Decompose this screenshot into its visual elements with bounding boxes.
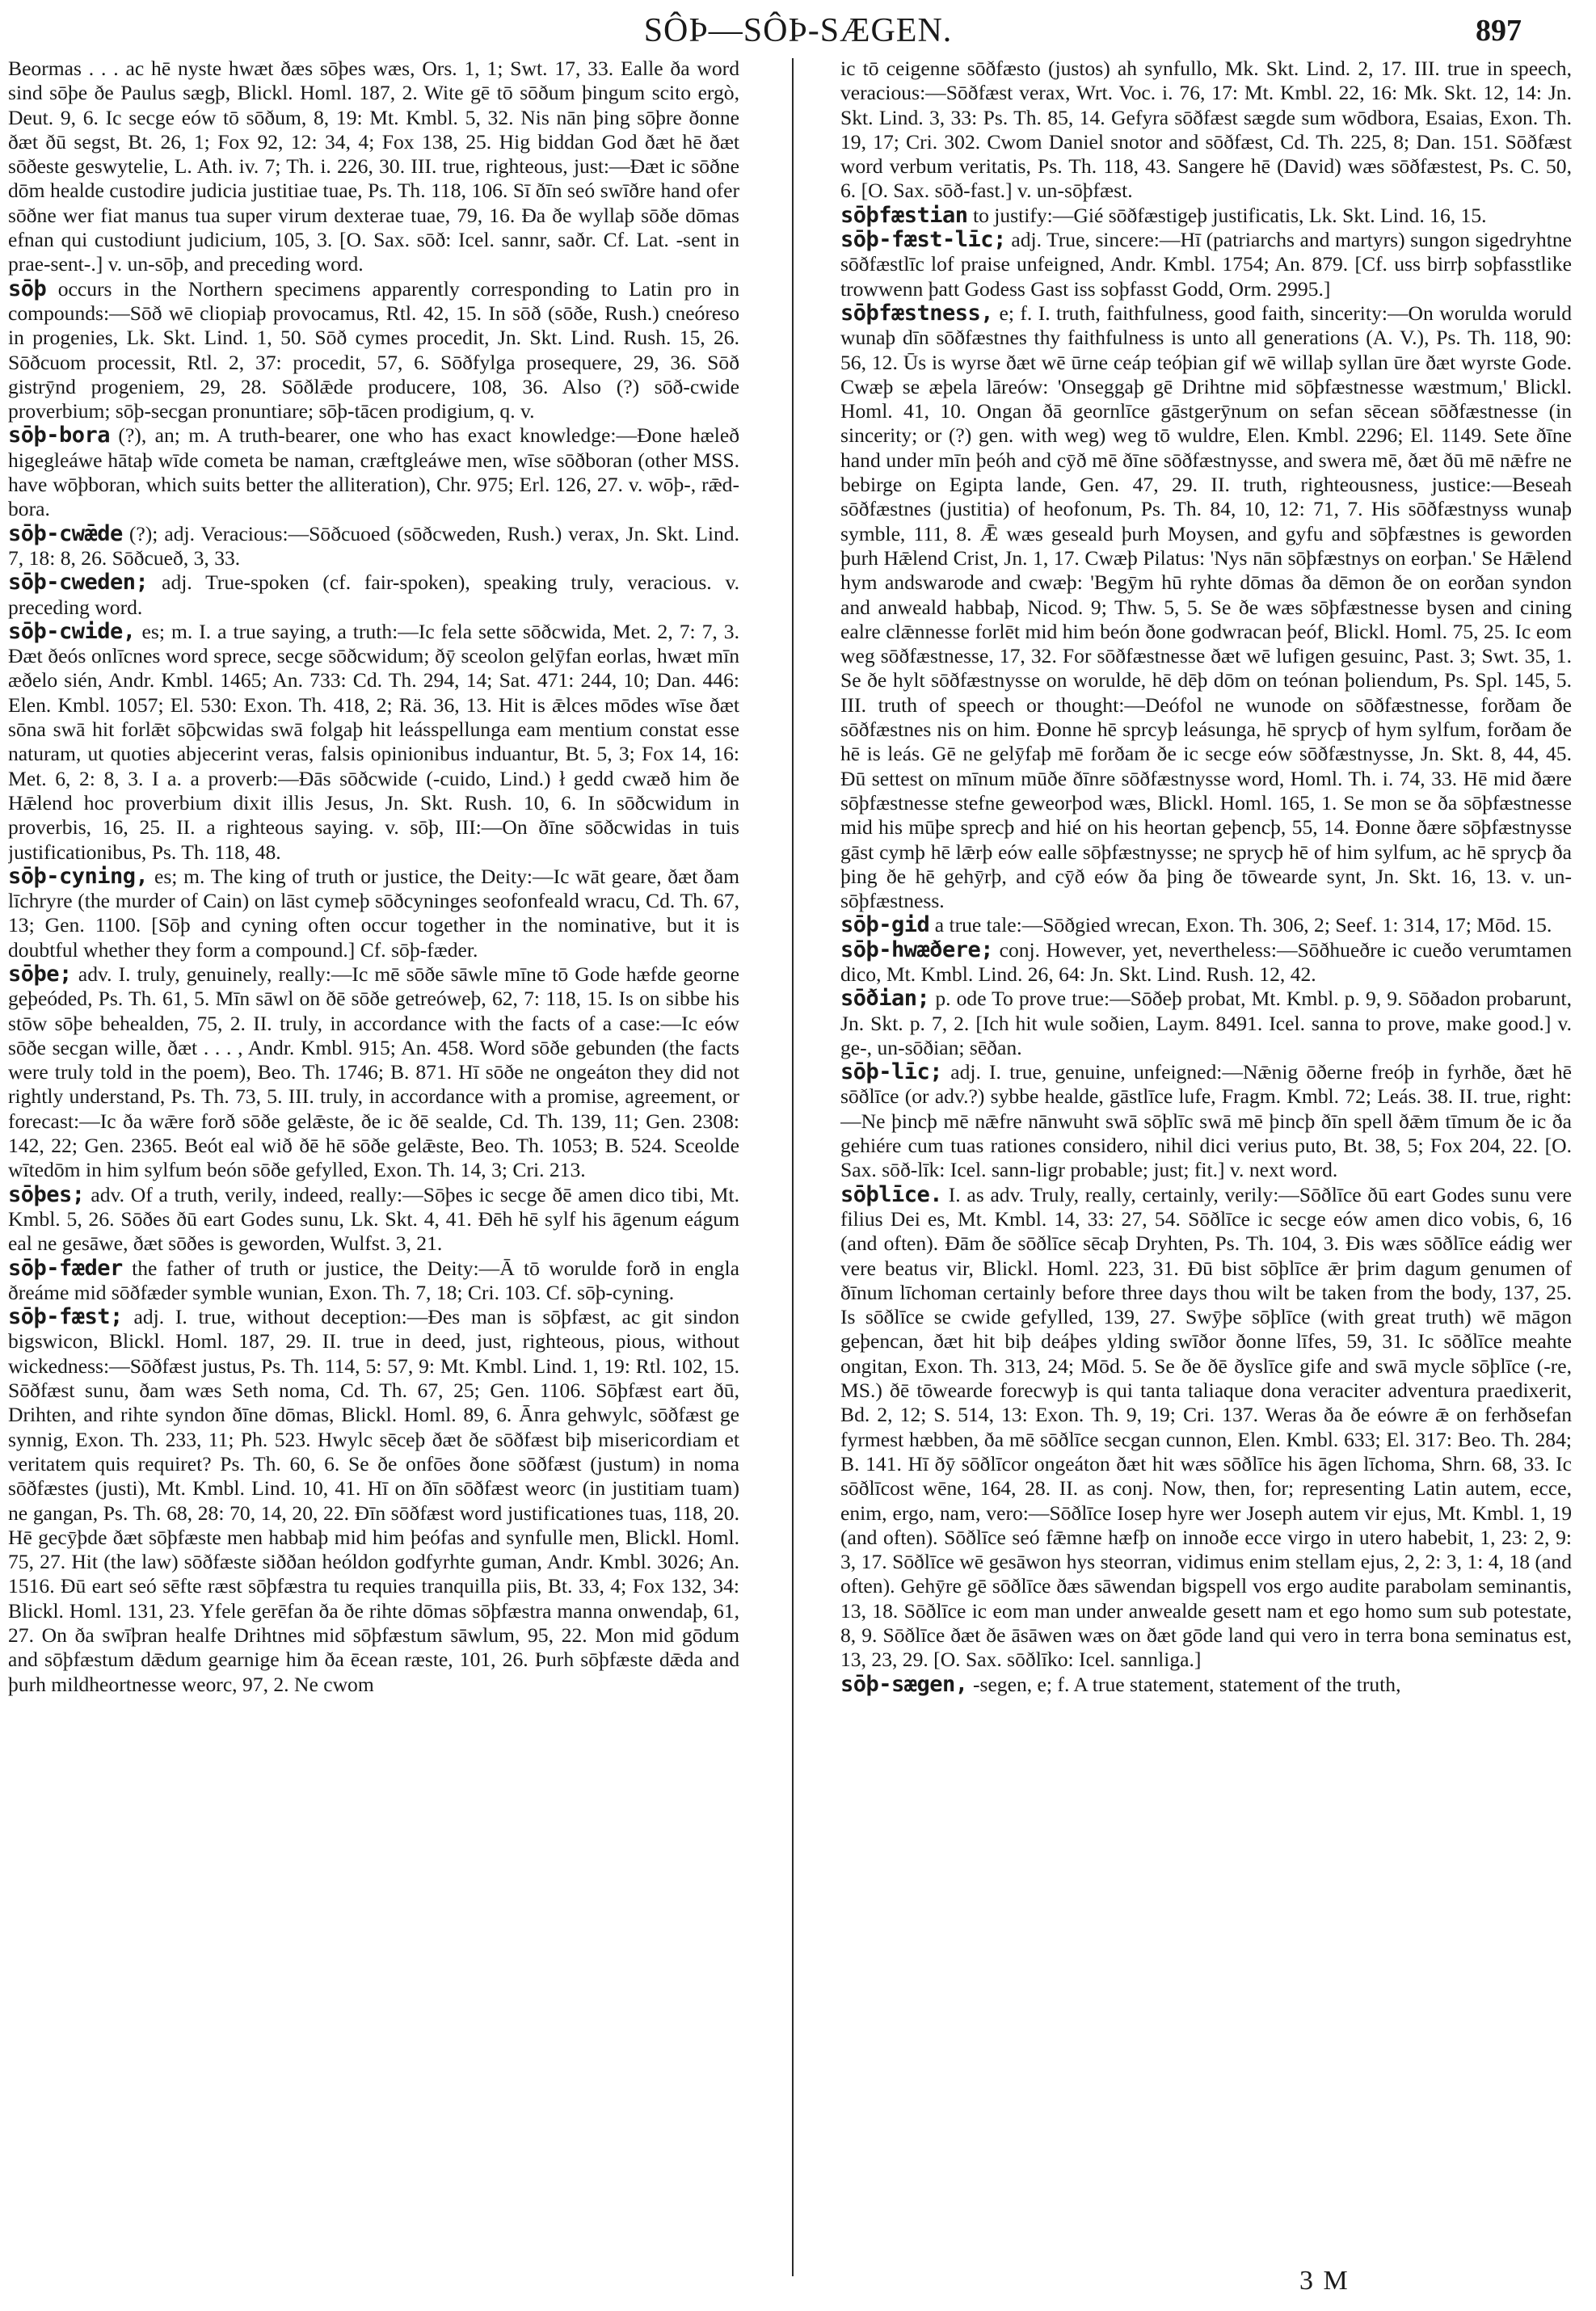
headword: sōþ-hwæðere; [840,937,994,962]
headword: sōþe; [8,961,72,987]
entry [840,1060,1572,1182]
right-column [840,57,1572,2254]
entry [8,1305,739,1697]
entry-text: es; m. I. a true saying, a truth:—Ic fela sette sōðcwida, Met. 2, 7: 7, 3. Ðæt ðeós onlīcnes word sprece, secge sōðcwidum; ðȳ sceolon gelȳfan eorlas, hwæt mīn æðelo sién, Andr. Kmbl. 1465; An. 733: Cd. Th. 294, 14; Sat. 471: 244, 10; Dan. 446: Elen. Kmbl. 1057; El. 530: Exon. Th. 418, 2; Rä. 36, 13. Hit is ǣlces mōdes wīse ðæt sōna swā hit forlǣt sōþcwidas swā folgaþ hit leásspellunga eam mentium constat esse naturam, ut quoties abjecerint veras, falsis opinionibus induantur, Bt. 5, 3; Fox 14, 16: Met. 6, 2: 8, 3. I a. a proverb:—Ðās sōðcwide (-cuido, Lind.) ł gedd cwæð him ðe Hǣlend hoc proverbium dixit illis Jesus, Jn. Skt. Rush. 10, 6. In sōðcwidum in proverbis, 16, 25. II. a righteous saying. v. sōþ, III:—On ðīne sōðcwidas in tuis justificationibus, Ps. Th. 118, 48. [8,619,739,864]
entry-text: e; f. I. truth, faithfulness, good faith, sincerity:—On worulda woruld wunaþ dīn sōðfæstnes thy faithfulness is unto all generations (A. V.), Ps. Th. 118, 90: 56, 12. Ūs is wyrse ðæt wē ūrne ceáp teóþian gif wē willaþ syllan ūre ðæt wyrste Gode. Cwæþ se æþela lāreów: 'Onseggaþ gē Drihtne mid sōþfæstnesse wæstmum,' Blickl. Homl. 41, 10. Ongan ðā geornlīce gāstgerȳnum on sefan sēcean sōðfæstnesse (in sincerity; or (?) gen. with weg) weg tō wuldre, Elen. Kmbl. 2296; El. 1149. Sete ðīne hand under mīn þeóh and cȳð mē ðīne sōðfæstnysse, and swera mē, ðæt ðū mē nǣfre ne bebirge on Egipta lande, Gen. 47, 29. II. truth, righteousness, justice:—Beseah sōðfæstnes (justitia) of heofonum, Ps. Th. 84, 10, 12: 71, 7. His sōðfæstnyss wunaþ symble, 111, 8. Ǣ wæs geseald þurh Moysen, and gyfu and sōþfæstnes is geworden þurh Hǣlend Crist, Jn. 1, 17. Cwæþ Pilatus: 'Nys nān sōþfæstnys on eorþan.' Se Hǣlend hym andswarode and cwæþ: 'Begȳm hū ryhte dōmas ða dēmon ðe on eorðan syndon and anweald habbaþ, Nicod. 9; Thw. 5, 5. Se ðe wæs sōþfæstnesse bysen and cining ealre clǣnnesse forlēt mid him beón ðone godwracan þeóf, Blickl. Homl. 75, 25. Ic eom weg sōðfæstnesse, 17, 32. For sōðfæstnesse ðæt wē lufigen gesuinc, Past. 3; Swt. 35, 1. Se ðe hylt sōðfæstnysse on woruldе, hē dēþ dōm on teónan þoliendum, Ps. Spl. 145, 5. III. truth of speech or thought:—Deófol ne wunode on sōðfæstnesse, forðam ðe sōðfæstnes nis on him. Ðonne hē sprcyþ leásunga, hē spryсþ of hym sylfum, forðam ðe hē is leás. Gē ne gelȳfaþ mē forðam ðe ic secge eów sōðfæstnysse, Jn. Skt. 8, 44, 45. Ðū settest on mīnum mūðe ðīnre sōðfæstnysse word, Homl. Th. i. 74, 33. Hē mid ðære sōþfæstnesse stefne geweorþod wæs, Blickl. Homl. 165, 1. Se mon se ða sōþfæstnesse mid his mūþe sprecþ and hié on his heortan geþencþ, 55, 14. Ðonne ðære sōþfæstnysse gāst cymþ hē lǣrþ eów ealle sōþfæstnysse; ne sprycþ hē of him sylfum, ac hē sprycþ ða þing ðe hē gehȳrþ, and cȳð eów ða þing ðe tōwearde synt, Jn. Skt. 16, 13. v. un-sōþfæstness. [840,301,1572,913]
entry [840,1183,1572,1673]
entry [8,423,739,521]
headword: sōþ-fæst-līc; [840,227,1006,253]
headword: sōþ [8,276,47,301]
entry [840,1673,1572,1697]
entry-text: I. as adv. Truly, really, certainly, verily:—Sōðlīce ðū eart Godes sunu vere filius Dei es, Mt. Kmbl. 14, 33: 27, 54. Sōðlīce ic secge eów amen dico vobis, 6, 16 (and often). Ðām ðe sōðlīce sēcaþ Dryhten, Ps. Th. 104, 3. Ðis wæs sōðlīce eádig wer vere beatus vir, Blickl. Homl. 223, 31. Ðū bist sōþlīce ǣr þrim dagum genumen of ðīnum līchoman certainly before three days thou wilt be taken from the body, 137, 25. Is sōðlīce se cwide gefylled, 139, 27. Swȳþe sōþlīce (with great truth) wē māgon geþencan, ðæt hit biþ deáþes ylding swīðor ðonne līfes, 59, 31. Ic sōðlīce meahte ongitan, Exon. Th. 313, 24; Mōd. 5. Se ðe ðē ðyslīce gife and swā mycle sōþlīce (-re, MS.) ðē tōwearde forecwyþ is qui tanta taliaque dona veraciter adventura praedixerit, Bd. 2, 12; S. 514, 13: Exon. Th. 9, 19; Cri. 137. Weras ða ðe eówre ǣ on ferhðsefan fyrmest hæbben, ða mē sōðlīce secgan cunnon, Elen. Kmbl. 633; El. 317: Beo. Th. 284; B. 141. Hī ðȳ sōðlīcor ongeáton ðæt hit wæs sōðlīce his āgen līchoma, Shrn. 68, 33. Ic sōðlīcost wēne, 164, 28. II. as conj. Now, then, for; representing Latin autem, ecce, enim, ergo, nam, vero:—Sōðlīce Iosep hyre wer Joseph autem vir ejus, Mt. Kmbl. 1, 19 (and often). Sōðlīce seó fǣmne hæfþ on innoðe ecce virgo in utero habebit, 1, 23: 2, 9: 3, 17. Sōðlīce wē gesāwon hys steorran, vidimus enim stellam ejus, 2, 2: 3, 1: 4, 18 (and often). Gehȳre gē sōðlīce ðæs sāwendan bigspell vos ergo audite parabolam seminantis, 13, 18. Sōðlīce ic eom man under anwealde gesett nam et ego homo sum sub potestate, 8, 9. Sōðlīce ðæt ðe āsāwen wæs on ðæt gōde land qui vero in terra bona seminatus est, 13, 23, 29. [O. Sax. sōðlīko: Icel. sannliga.] [840,1182,1572,1672]
headword: sōþ-cweden; [8,570,149,596]
entry-text: adj. True-spoken (cf. fair-spoken), speaking truly, veracious. v. preceding word. [8,570,739,619]
entry [8,1257,739,1306]
page-header [0,8,1596,53]
headword: sōþ-līc; [840,1059,943,1085]
entry [840,938,1572,987]
entry [8,865,739,962]
headword: sōþ-bora [8,423,111,448]
entry [8,1183,739,1257]
entry-text: adj. True, sincere:—Hī (patriarchs and martyrs) sungon sigedryhtne sōðfæstlīc lof praise unfeigned, Andr. Kmbl. 1754; An. 879. [Cf. uss birrþ soþfasstlike trowwenn þatt Godess Gast iss soþfasst Godd, Orm. 2995.] [840,228,1572,301]
headword: sōþes; [8,1181,85,1207]
entry [840,204,1572,228]
headword: sōþ-fæst; [8,1304,123,1330]
entry-text: adj. I. true, without deception:—Ðes man is sōþfæst, ac git sindon bigswicon, Blickl. Homl. 187, 29. II. true in deed, just, righteous, pious, without wickedness:—Sōðfæst justus, Ps. Th. 114, 5: 57, 9: Mt. Kmbl. Lind. 1, 19: Rtl. 102, 15. Sōðfæst sunu, ðam wæs Seth noma, Cd. Th. 67, 25; Gen. 1106. Sōþfæst eart ðū, Drihten, and rihte syndon ðīne dōmas, Blickl. Homl. 89, 6. Ānra gehwylc, sōðfæst ge synnig, Exon. Th. 233, 11; Ph. 523. Hwylc sēceþ ðæt ðe sōðfæst biþ misericordiam et veritatem quis requiret? Ps. Th. 60, 6. Se ðe onfōes ðone sōðfæst (justum) in noma sōðfæstes (justi), Mt. Kmbl. Lind. 10, 41. Hī on ðīn sōðfæst weorc (in justitiam tuam) ne gangan, Ps. Th. 68, 28: 70, 14, 20, 22. Ðīn sōðfæst word justificationes tuas, 118, 20. Hē gecȳþde ðæt sōþfæste men habbaþ mid him þeófas and synfulle men, Blickl. Homl. 75, 27. Hit (the law) sōðfæste siððan heóldon godfyrhte guman, Andr. Kmbl. 3026; An. 1516. Ðū eart seó sēfte ræst sōþfæstra tu requies tranquilla piis, Bt. 33, 4; Fox 132, 34: Blickl. Homl. 131, 23. Yfele gerēfan ða ðe rihte dōmas sōþfæstra manna onwendaþ, 61, 27. On ða swīþran healfe Drihtnes mid sōþfæstum sāwlum, 95, 22. Mon mid gōdum and sōþfæstum dǣdum gearnige him ða ēcean ræste, 101, 26. Þurh sōþfæste dǣda and þurh mildheortnesse weorc, 97, 2. Ne cwom [8,1305,739,1696]
headword: sōþ-fæder [8,1255,123,1281]
page-number: 897 [1476,14,1522,48]
entry [8,522,739,571]
entry-text: (?); adj. Veracious:—Sōðcuoed (sōðcweden, Rush.) verax, Jn. Skt. Lind. 7, 18: 8, 26. Sōðcueð, 3, 33. [8,521,739,570]
entry-text: (?), an; m. A truth-bearer, one who has exact knowledge:—Ðone hæleð higegleáwe hātaþ wīde cometa be naman, cræftgleáwe men, wīse sōðboran (other MSS. have wōþboran, which suits better the alliteration), Chr. 975; Erl. 126, 27. v. wōþ-, rǣd-bora. [8,423,739,521]
entry [8,570,739,620]
entry [840,913,1572,937]
entry-text: conj. However, yet, nevertheless:—Sōðhueðre ic cueðo verumtamen dico, Mt. Kmbl. Lind. 26, 64: Jn. Skt. Lind. Rush. 12, 42. [840,937,1572,986]
left-column [8,57,739,2254]
entry [8,962,739,1183]
entry [8,620,739,865]
entry-text: p. ode To prove true:—Sōðeþ probat, Mt. Kmbl. p. 9, 9. Sōðadon probarunt, Jn. Skt. p. 7, 2. [Ich hit wule soðien, Laym. 8491. Icel. sanna to prove, make good.] v. ge-, un-sōðian; sēðan. [840,987,1572,1059]
running-head: SÔÞ—SÔÞ-SÆGEN. [643,12,953,49]
entry-text: to justify:—Gié sōðfæstigeþ justificatis, Lk. Skt. Lind. 16, 15. [972,203,1487,227]
entry [8,57,739,277]
entry [840,987,1572,1060]
entry-text: the father of truth or justice, the Deity:—Ā tō worulde forð in engla ðreáme mid sōðfæder symble wunian, Exon. Th. 7, 18; Cri. 103. Cf. sōþ-cyning. [8,1256,739,1304]
headword: sōþfæstian [840,202,968,228]
headword: sōþlīce. [840,1181,943,1207]
entry-text: -segen, e; f. A true statement, statement of the truth, [972,1672,1401,1696]
entry [8,277,739,424]
entry-text: adj. I. true, genuine, unfeigned:—Nǣnig ōðerne freóþ in fyrhðe, ðæt hē sōðlīce (or adv.?) sybbe healde, gāstlīce lufe, Fragm. Kmbl. 72; Leás. 38. II. true, right:—Ne þincþ mē nǣfre nānwuht swā sōþlīc swā mē þincþ ðīn spell ðǣm tīmum ðe ic ða gehiére cum tuas rationes considero, nihil dici verius puto, Bt. 38, 5; Fox 204, 22. [O. Sax. sōð-līk: Icel. sann-ligr probable; just; fit.] v. next word. [840,1060,1572,1182]
column-divider [792,58,794,2276]
entry-text: ic tō ceigenne sōðfæsto (justos) ah synfullo, Mk. Skt. Lind. 2, 17. III. true in speech, veracious:—Sōðfæst verax, Wrt. Voc. i. 76, 17: Mt. Kmbl. 22, 16: Mk. Skt. 12, 14: Jn. Skt. Lind. 3, 33: Ps. Th. 85, 14. Gefyra sōðfæst sægde sum wōdbora, Esaias, Exon. Th. 19, 17; Cri. 302. Cwom Daniel snotor and sōðfæst, Cd. Th. 225, 8; Dan. 151. Sōðfæst word verbum veritatis, Ps. Th. 118, 43. Sangere hē (David) wæs sōðfæstest, Ps. C. 50, 6. [O. Sax. sōð-fast.] v. un-sōþfæst. [840,57,1572,203]
headword: sōþ-cyning, [8,863,149,889]
signature-mark: 3 M [1299,2266,1350,2296]
headword: sōþfæstness, [840,300,994,326]
headword: sōðian; [840,986,930,1012]
headword: sōþ-cwǣde [8,520,123,546]
entry-text: adv. Of a truth, verily, indeed, really:—Sōþes ic secge ðē amen dico tibi, Mt. Kmbl. 5, 26. Sōðes ðū eart Godes sunu, Lk. Skt. 4, 41. Ðēh hē sylf his āgenum eágum eal ne gesāwe, ðæt sōðes is geworden, Wulfst. 3, 21. [8,1182,739,1256]
entry-text: es; m. The king of truth or justice, the Deity:—Ic wāt geare, ðæt ðam līchryre (the murder of Cain) on lāst cymeþ sōðcyninges seofonfeald wracu, Cd. Th. 67, 13; Gen. 1100. [Sōþ and cyning often occur together in the nominative, but it is doubtful whether they form a compound.] Cf. sōþ-fæder. [8,864,739,962]
entry-text: Beormas . . . ac hē nyste hwæt ðæs sōþes wæs, Ors. 1, 1; Swt. 17, 33. Ealle ða word sind sōþe ðe Paulus sægþ, Blickl. Homl. 187, 2. Wite gē tō sōðum þingum scito ergò, Deut. 9, 6. Ic secge eów tō sōðum, 8, 19: Mt. Kmbl. 5, 32. Nis nān þing sōþre ðonne ðæt ðū segst, Bt. 26, 1; Fox 92, 12: 34, 4; Fox 138, 25. Hig biddan God ðæt hē ðæt sōðeste geswytelie, L. Ath. iv. 7; Th. i. 226, 30. III. true, righteous, just:—Ðæt ic sōðne dōm healde custodire judicia justitiae tuae, Ps. Th. 118, 106. Sī ðīn seó swīðre hand ofer sōðne wer fiat manus tua super virum dexterae tuae, 79, 16. Ða ðe wyllaþ sōðe dōmas efnan qui custodiunt judicium, 105, 3. [O. Sax. sōð: Icel. sannr, saðr. Cf. Lat. -sent in prae-sent-.] v. un-sōþ, and preceding word. [8,57,739,276]
headword: sōþ-cwide, [8,618,136,644]
entry-text: occurs in the Northern specimens apparently corresponding to Latin pro in compounds:—Sōð wē cliopiaþ provocamus, Rtl. 42, 15. In sōð (sōðe, Rush.) cneóreso in progenies, Lk. Skt. Lind. 1, 50. Sōð cymes procedit, Jn. Skt. Lind. Rush. 15, 26. Sōðcuom processit, Rtl. 2, 37: procedit, 57, 6. Sōðfylga prosequere, 29, 36. Sōð gistrȳnd progeniem, 29, 28. Sōðlǣde producere, 108, 36. Also (?) sōð-cwide proverbium; sōþ-secgan pronuntiare; sōþ-tācen prodigium, q. v. [8,276,739,423]
entry [840,301,1572,913]
entry [840,57,1572,204]
entry [840,228,1572,301]
entry-text: a true tale:—Sōðgied wrecan, Exon. Th. 306, 2; Seef. 1: 314, 17; Mōd. 15. [934,913,1552,937]
headword: sōþ-sægen, [840,1671,968,1697]
headword: sōþ-gid [840,912,930,938]
entry-text: adv. I. truly, genuinely, really:—Ic mē sōðe sāwle mīne tō Gode hæfde georne geþeóded, Ps. Th. 61, 5. Mīn sāwl on ðē sōðe getreóweþ, 62, 7: 118, 15. Is on sibbe his stōw sōþe behealden, 75, 2. II. truly, in accordance with the facts of a case:—Ic eów sōðe secgan wille, ðæt . . . , Andr. Kmbl. 915; An. 458. Word sōðe gebunden (the facts were truly told in the poem), Beo. Th. 1746; B. 871. Hī sōðe ne ongeáton they did not rightly understand, Ps. Th. 73, 5. III. truly, in accordance with a promise, agreement, or forecast:—Ic ða wǣre forð sōðe gelǣste, ðe ic ðē sealde, Cd. Th. 139, 11; Gen. 2308: 142, 22; Gen. 2365. Beót eal wið ðē hē sōðe gelǣste, Beo. Th. 1053; B. 524. Sceolde wītedōm in him sylfum beón sōðe gefylled, Exon. Th. 14, 3; Cri. 213. [8,962,739,1182]
